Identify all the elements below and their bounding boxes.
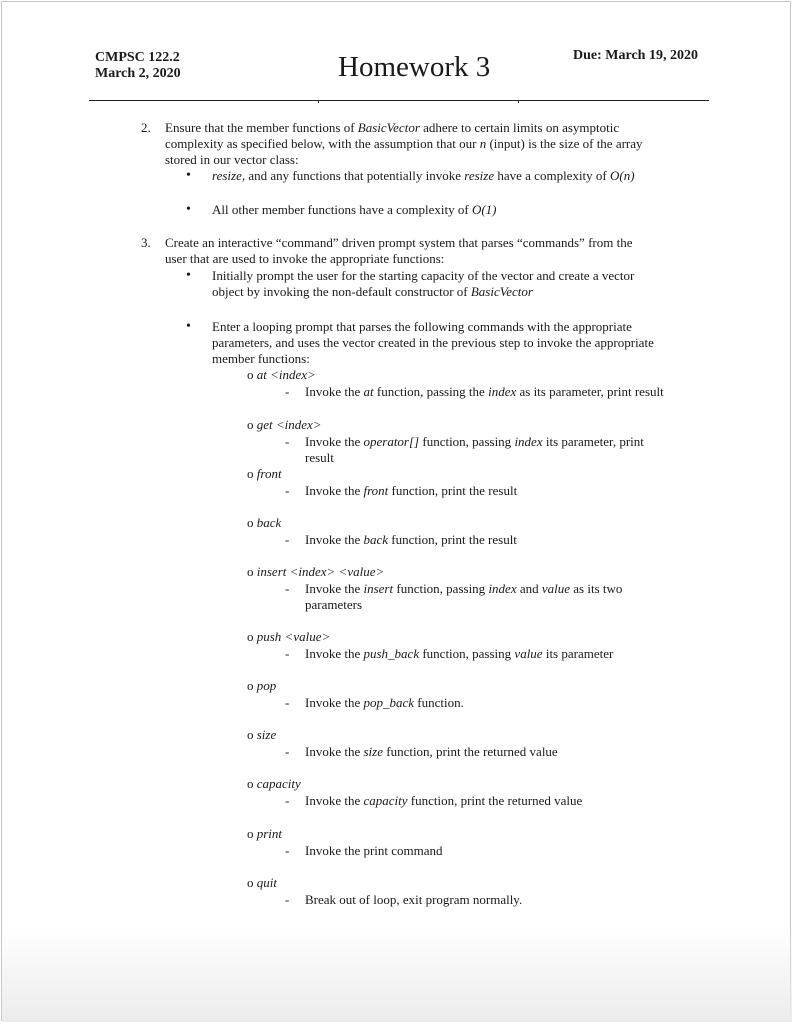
command-description: parameters bbox=[305, 597, 363, 612]
command-description: Invoke the size function, print the returned value bbox=[305, 744, 558, 759]
command-description: Invoke the front function, print the result bbox=[305, 483, 518, 498]
command-description: result bbox=[305, 450, 334, 465]
command-description: Invoke the operator[] function, passing index its parameter, print bbox=[305, 434, 644, 449]
page-title: Homework 3 bbox=[338, 51, 491, 83]
item3-line: Create an interactive “command” driven prompt system that parses “commands” from the bbox=[165, 235, 633, 250]
divider-tick bbox=[318, 100, 319, 103]
dash-icon: - bbox=[285, 695, 290, 710]
item-number: 2. bbox=[141, 120, 151, 135]
item3-bullet-line: parameters, and uses the vector created in the previous step to invoke the appropriate bbox=[212, 335, 654, 350]
bullet-icon: • bbox=[186, 168, 191, 183]
item3-bullet-line: member functions: bbox=[212, 351, 310, 366]
item3-bullet-line: object by invoking the non-default constructor of BasicVector bbox=[212, 284, 533, 299]
command-description: Invoke the at function, passing the index as its parameter, print result bbox=[305, 384, 664, 399]
due-date: Due: March 19, 2020 bbox=[573, 48, 698, 63]
command-label: o back bbox=[247, 515, 282, 530]
command-label: o get <index> bbox=[247, 417, 322, 432]
dash-icon: - bbox=[285, 532, 290, 547]
item-number: 3. bbox=[141, 235, 151, 250]
command-label: o at <index> bbox=[247, 367, 316, 382]
item3-line: user that are used to invoke the appropriate functions: bbox=[165, 251, 445, 266]
dash-icon: - bbox=[285, 892, 290, 907]
item2-bullet: resize, and any functions that potentially invoke resize have a complexity of O(n) bbox=[212, 168, 635, 183]
item3-bullet-line: Enter a looping prompt that parses the following commands with the appropriate bbox=[212, 319, 632, 334]
dash-icon: - bbox=[285, 483, 290, 498]
item3-bullet-line: Initially prompt the user for the starting capacity of the vector and create a vector bbox=[212, 268, 635, 283]
dash-icon: - bbox=[285, 581, 290, 596]
command-label: o push <value> bbox=[247, 629, 331, 644]
dash-icon: - bbox=[285, 646, 290, 661]
command-label: o quit bbox=[247, 875, 277, 890]
command-label: o pop bbox=[247, 678, 277, 693]
command-label: o print bbox=[247, 826, 283, 841]
command-description: Invoke the print command bbox=[305, 843, 443, 858]
command-label: o insert <index> <value> bbox=[247, 564, 385, 579]
header-divider bbox=[89, 100, 709, 101]
item2-line: Ensure that the member functions of BasicVector adhere to certain limits on asymptotic bbox=[165, 120, 620, 135]
course-code: CMPSC 122.2 bbox=[95, 50, 180, 65]
assignment-date: March 2, 2020 bbox=[95, 66, 181, 81]
divider-tick bbox=[518, 100, 519, 103]
command-label: o front bbox=[247, 466, 282, 481]
dash-icon: - bbox=[285, 744, 290, 759]
command-description: Invoke the push_back function, passing value its parameter bbox=[305, 646, 614, 661]
page-bottom-shadow bbox=[2, 927, 792, 1022]
item2-line: complexity as specified below, with the assumption that our n (input) is the size of the array bbox=[165, 136, 643, 151]
bullet-icon: • bbox=[186, 202, 191, 217]
dash-icon: - bbox=[285, 434, 290, 449]
command-description: Invoke the capacity function, print the returned value bbox=[305, 793, 583, 808]
page-header bbox=[0, 0, 794, 110]
dash-icon: - bbox=[285, 843, 290, 858]
dash-icon: - bbox=[285, 793, 290, 808]
command-label: o capacity bbox=[247, 776, 301, 791]
command-description: Invoke the insert function, passing index and value as its two bbox=[305, 581, 623, 596]
command-description: Invoke the back function, print the result bbox=[305, 532, 517, 547]
bullet-icon: • bbox=[186, 268, 191, 283]
item2-line: stored in our vector class: bbox=[165, 152, 299, 167]
item2-bullet: All other member functions have a complexity of O(1) bbox=[212, 202, 497, 217]
command-description: Break out of loop, exit program normally. bbox=[305, 892, 523, 907]
dash-icon: - bbox=[285, 384, 290, 399]
bullet-icon: • bbox=[186, 319, 191, 334]
command-description: Invoke the pop_back function. bbox=[305, 695, 464, 710]
command-label: o size bbox=[247, 727, 277, 742]
